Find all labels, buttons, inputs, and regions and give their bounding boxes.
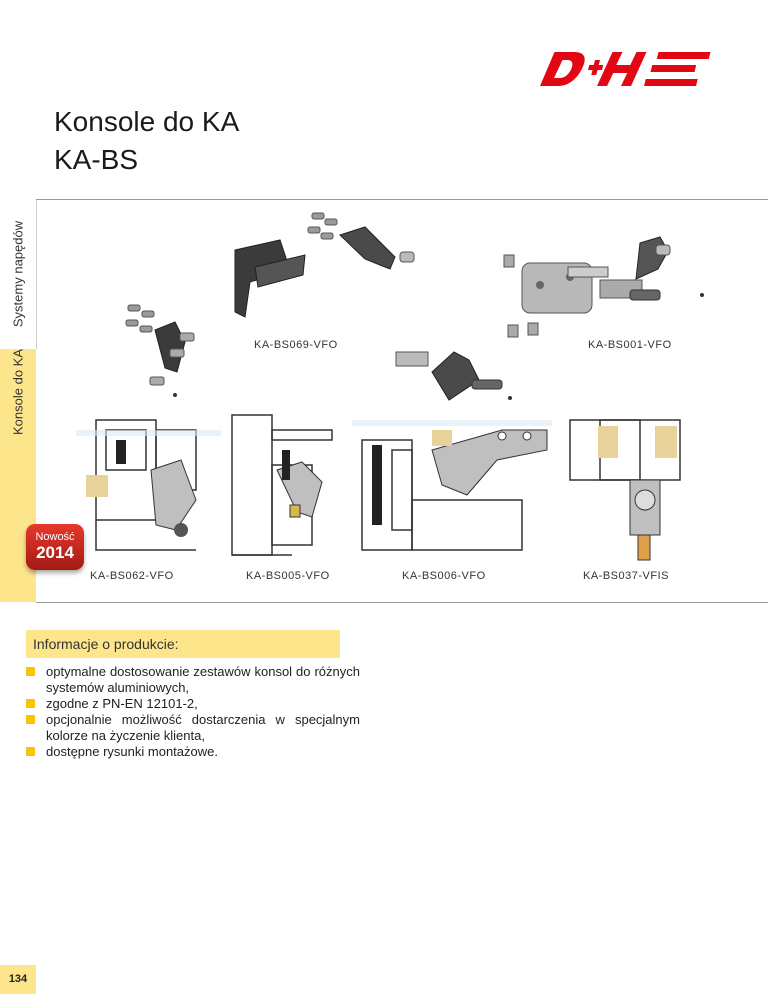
- product-label: KA-BS006-VFO: [402, 570, 486, 582]
- installation-drawing-ka-bs005: [222, 410, 342, 565]
- installation-drawing-ka-bs062: [76, 410, 221, 560]
- product-label: KA-BS062-VFO: [90, 570, 174, 582]
- product-label: KA-BS037-VFIS: [583, 570, 669, 582]
- product-image-ka-bs069: [120, 205, 420, 400]
- new-badge: [26, 524, 84, 570]
- bullet-icon: [26, 667, 35, 676]
- dh-logo: [540, 50, 712, 88]
- sidebar-subsection-label: Konsole do KA: [10, 348, 26, 436]
- bullet-icon: [26, 699, 35, 708]
- product-label: KA-BS001-VFO: [588, 339, 672, 351]
- bullet-icon: [26, 715, 35, 724]
- installation-drawing-ka-bs006: [352, 410, 552, 565]
- product-image-ka-bs001: [480, 215, 720, 345]
- list-item: opcjonalnie możliwość dostarczenia w specjalnym kolorze na życzenie klienta,: [26, 712, 360, 744]
- title-line-2: KA-BS: [54, 144, 139, 175]
- info-heading: Informacje o produkcie:: [26, 630, 340, 658]
- page-number: 134: [0, 965, 36, 994]
- bullet-icon: [26, 747, 35, 756]
- divider-top: [36, 199, 768, 200]
- badge-label: Nowość: [35, 531, 75, 543]
- product-image-bracket: [392, 342, 522, 407]
- list-item: zgodne z PN-EN 12101-2,: [26, 696, 360, 712]
- product-label: KA-BS005-VFO: [246, 570, 330, 582]
- title-line-1: Konsole do KA: [54, 106, 240, 137]
- installation-drawing-ka-bs037: [560, 410, 690, 565]
- product-label: KA-BS069-VFO: [254, 339, 338, 351]
- badge-year: 2014: [36, 543, 74, 562]
- list-item: dostępne rysunki montażowe.: [26, 744, 360, 760]
- feature-list: [26, 664, 360, 760]
- page-title: [54, 103, 239, 179]
- sidebar-section-label: Systemy napędów: [10, 220, 26, 328]
- list-item: optymalne dostosowanie zestawów konsol do różnych systemów aluminiowych,: [26, 664, 360, 696]
- divider-bottom: [36, 602, 768, 603]
